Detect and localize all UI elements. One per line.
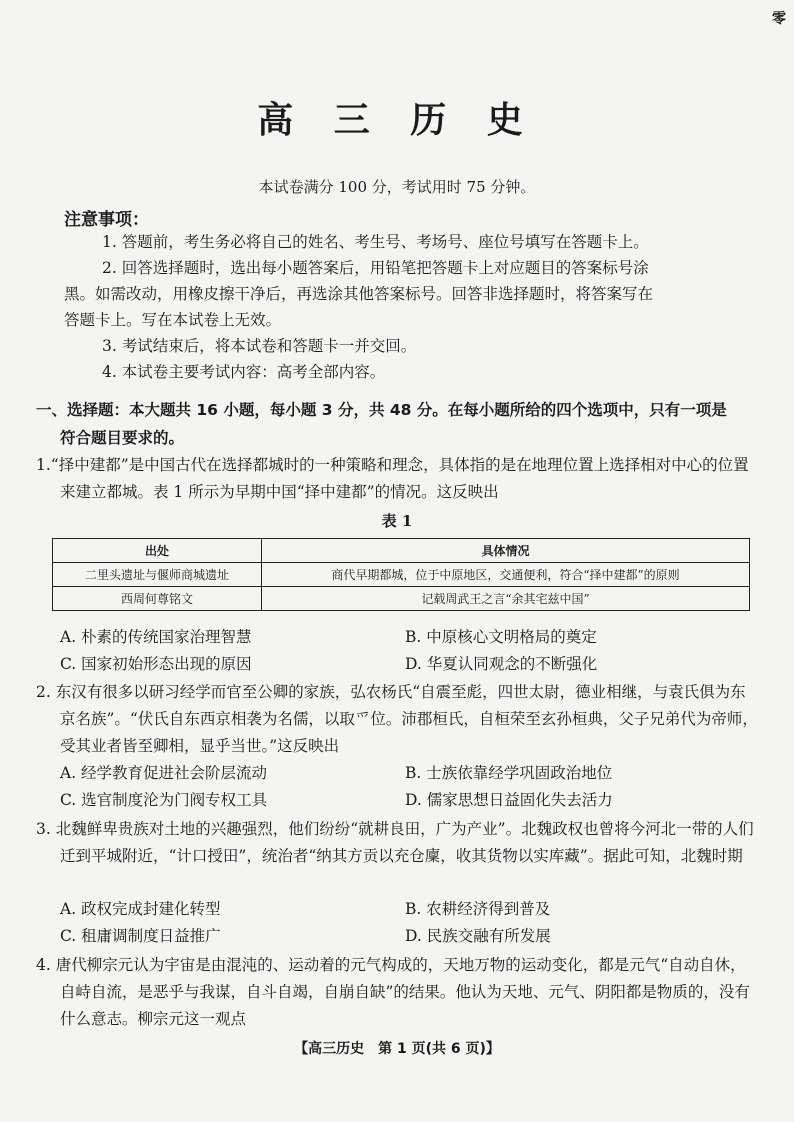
- section-line: 符合题目要求的。: [60, 429, 185, 447]
- option-b[interactable]: B. 中原核心文明格局的奠定: [405, 628, 597, 646]
- option-c[interactable]: C. 选官制度沦为门阀专权工具: [60, 791, 268, 809]
- question-stem: 3. 北魏鲜卑贵族对土地的兴趣强烈，他们纷纷“就耕良田，广为产业”。北魏政权也曾将今河北一带的人们迁到平城附近，“计口授田”，统治者“纳其方贡以充仓廩，收其货物以实库藏”。据此可知，北魏时期: [36, 820, 754, 865]
- question-stem: 2. 东汉有很多以研习经学而官至公卿的家族，弘农杨氏“自震至彪，四世太尉，德业相继，与袁氏俱为东京名族”。“伏氏自东西京相袭为名儒，以取爫位。沛郡桓氏，自桓荣至玄孙桓典，父子兄弟代为帝师，受其业者皆至卿相，显乎当世。”这反映出: [36, 683, 758, 755]
- table-cell: 西周何尊铭文: [53, 587, 262, 611]
- table-cell: 记载周武王之言“余其宅兹中国”: [262, 587, 750, 611]
- section-heading: [36, 396, 756, 452]
- section-line: 一、选择题：本大题共 16 小题，每小题 3 分，共 48 分。在每小题所给的四个选项中，只有一项是: [36, 401, 727, 419]
- question-3-options: [60, 896, 750, 950]
- notice-item: 2. 回答选择题时，选出每小题答案后，用铅笔把答题卡上对应题目的答案标号涂: [102, 259, 649, 277]
- question-1-options: [60, 624, 750, 678]
- option-a[interactable]: A. 经学教育促进社会阶层流动: [60, 764, 268, 782]
- option-d[interactable]: D. 华夏认同观念的不断强化: [405, 655, 598, 673]
- table-cell: 二里头遗址与偃师商城遗址: [53, 563, 262, 587]
- notice-heading: 注意事项：: [64, 210, 149, 230]
- table-row: [53, 587, 750, 611]
- question-4: [36, 952, 758, 1033]
- page-title: 高 三 历 史: [257, 100, 537, 141]
- table-header: 出处: [53, 539, 262, 563]
- notice-item: 1. 答题前，考生务必将自己的姓名、考生号、考场号、座位号填写在答题卡上。: [102, 233, 649, 251]
- question-2: [36, 679, 758, 760]
- table-caption: 表 1: [381, 512, 413, 530]
- corner-mark: 零: [772, 11, 786, 27]
- option-c[interactable]: C. 租庸调制度日益推广: [60, 927, 221, 945]
- option-a[interactable]: A. 朴素的传统国家治理智慧: [60, 628, 252, 646]
- notice-item: 4. 本试卷主要考试内容：高考全部内容。: [102, 363, 386, 381]
- option-b[interactable]: B. 士族依靠经学巩固政治地位: [405, 764, 613, 782]
- notice-list: [64, 229, 734, 385]
- question-1: [36, 452, 758, 506]
- notice-item: 答题卡上。写在本试卷上无效。: [64, 311, 282, 329]
- notice-item: 黑。如需改动，用橡皮擦干净后，再选涂其他答案标号。回答非选择题时，将答案写在: [64, 285, 654, 303]
- notice-item: 3. 考试结束后，将本试卷和答题卡一并交回。: [102, 337, 417, 355]
- question-2-options: [60, 760, 750, 814]
- option-d[interactable]: D. 儒家思想日益固化失去活力: [405, 791, 613, 809]
- table-header-row: [53, 539, 750, 563]
- question-stem: 1.“择中建都”是中国古代在选择都城时的一种策略和理念，具体指的是在地理位置上选择相对中心的位置来建立都城。表 1 所示为早期中国“择中建都”的情况。这反映出: [36, 456, 749, 501]
- table-cell: 商代早期都城，位于中原地区，交通便利，符合“择中建都”的原则: [262, 563, 750, 587]
- table-header: 具体情况: [262, 539, 750, 563]
- option-d[interactable]: D. 民族交融有所发展: [405, 927, 551, 945]
- option-a[interactable]: A. 政权完成封建化转型: [60, 900, 221, 918]
- table-row: [53, 563, 750, 587]
- question-stem: 4. 唐代柳宗元认为宇宙是由混沌的、运动着的元气构成的，天地万物的运动变化，都是元气“自动自休，自峙自流，是恶乎与我谋，自斗自竭，自崩自缺”的结果。他认为天地、元气、阴阳都是物质的，没有什么意志。柳宗元这一观点: [36, 956, 750, 1028]
- table-1: [52, 538, 750, 611]
- option-c[interactable]: C. 国家初始形态出现的原因: [60, 655, 252, 673]
- exam-subtitle: 本试卷满分 100 分，考试用时 75 分钟。: [258, 178, 536, 196]
- page-footer: 【高三历史 第 1 页(共 6 页)】: [294, 1041, 500, 1057]
- option-b[interactable]: B. 农耕经济得到普及: [405, 900, 551, 918]
- question-3: [36, 816, 758, 870]
